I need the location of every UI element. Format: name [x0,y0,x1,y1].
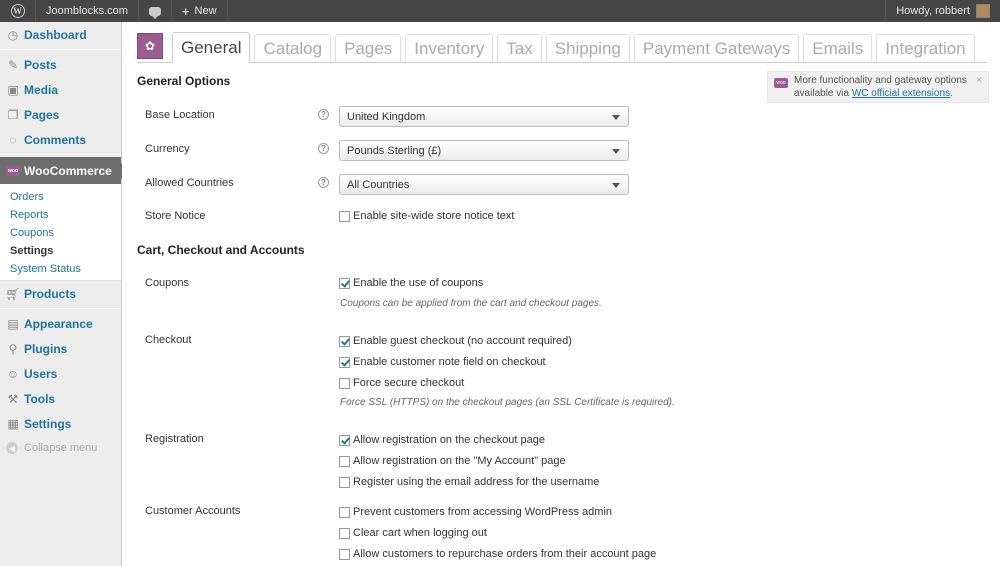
tab-inventory[interactable]: Inventory [405,34,493,62]
customer-accounts-label: Customer Accounts [145,505,241,517]
menu-users[interactable]: ☺ Users [6,366,58,381]
comments-icon: ◌ [9,132,17,147]
admin-sidebar [0,22,122,566]
collapse-arrow-icon: ◀ [6,442,18,454]
wordpress-logo-icon[interactable]: W [0,0,36,22]
site-name-link[interactable]: Joomblocks.com [36,0,139,22]
repurchase-orders-checkbox[interactable]: Allow customers to repurchase orders from their account page [339,548,656,560]
tab-tax[interactable]: Tax [497,34,541,62]
register-email-username-checkbox[interactable]: Register using the email address for the username [339,476,599,488]
menu-dashboard[interactable]: ◷ Dashboard [7,27,87,42]
coupons-label: Coupons [145,277,190,289]
chevron-down-icon [612,149,620,154]
registration-checkout-checkbox[interactable]: Allow registration on the checkout page [339,434,545,446]
extensions-notice: woo More functionality and gateway options available via WC official extensions. × [767,71,989,103]
menu-settings[interactable]: ▦ Settings [7,416,72,431]
tab-emails[interactable]: Emails [803,34,872,62]
woo-icon: woo [774,78,788,88]
chevron-down-icon [612,115,620,120]
plugin-icon: ⚲ [8,341,18,356]
allowed-countries-select[interactable]: All Countries [339,174,629,195]
tab-shipping[interactable]: Shipping [546,34,630,62]
force-secure-checkbox[interactable]: Force secure checkout [339,377,464,389]
cart-checkout-heading: Cart, Checkout and Accounts [137,243,305,257]
woocommerce-submenu [0,184,121,281]
pin-icon: ✎ [7,57,19,72]
media-icon: ▣ [7,82,19,97]
clear-cart-logout-checkbox[interactable]: Clear cart when logging out [339,527,487,539]
admin-bar [0,0,1000,22]
tab-pages[interactable]: Pages [335,34,401,62]
checkout-description: Force SSL (HTTPS) on the checkout pages (an SSL Certificate is required). [340,397,675,408]
submenu-orders[interactable]: Orders [10,191,44,203]
registration-my-account-checkbox[interactable]: Allow registration on the "My Account" page [339,455,566,467]
tab-catalog[interactable]: Catalog [254,34,331,62]
help-icon[interactable]: ? [318,109,329,120]
tab-payment-gateways[interactable]: Payment Gateways [634,34,799,62]
coupons-checkbox[interactable]: Enable the use of coupons [339,277,483,289]
avatar [976,4,990,18]
allowed-countries-label: Allowed Countries [145,177,234,189]
settings-icon: ▦ [7,416,19,431]
tab-general[interactable]: General [172,32,250,63]
comments-bubble-icon[interactable] [139,0,172,22]
tab-integration[interactable]: Integration [876,34,974,62]
currency-label: Currency [145,143,190,155]
checkout-label: Checkout [145,334,192,346]
dashboard-icon: ◷ [7,27,19,42]
cart-icon: 🛒︎ [5,286,21,301]
submenu-settings[interactable]: Settings [10,245,54,257]
submenu-coupons[interactable]: Coupons [10,227,55,239]
coupons-description: Coupons can be applied from the cart and checkout pages. [340,298,602,309]
store-notice-checkbox[interactable]: Enable site-wide store notice text [339,210,514,222]
menu-pages[interactable]: ❐ Pages [7,107,60,122]
guest-checkout-checkbox[interactable]: Enable guest checkout (no account required) [339,335,572,347]
new-label: New [194,5,217,17]
howdy-text: Howdy, robbert [896,5,970,17]
submenu-reports[interactable]: Reports [10,209,49,221]
woo-icon: woo [8,167,18,174]
pages-icon: ❐ [7,107,19,122]
extensions-link[interactable]: WC official extensions [851,88,951,99]
menu-media[interactable]: ▣ Media [7,82,59,97]
plus-icon: + [181,3,190,19]
currency-select[interactable]: Pounds Sterling (£) [339,140,629,161]
registration-label: Registration [145,433,204,445]
close-icon[interactable]: × [976,75,982,86]
menu-products[interactable]: 🛒︎ Products [5,286,77,301]
menu-tools[interactable]: ⚒ Tools [7,391,56,406]
menu-woocommerce[interactable]: woo WooCommerce [0,157,121,184]
tools-icon: ⚒ [7,391,19,406]
notice-text: More functionality and gateway options available via [794,75,967,99]
submenu-system-status[interactable]: System Status [10,263,81,275]
menu-posts[interactable]: ✎ Posts [7,57,57,72]
chevron-down-icon [612,183,620,188]
menu-appearance[interactable]: ▤ Appearance [7,316,93,331]
main-content [122,22,1000,566]
settings-tabs [137,32,987,63]
account-menu[interactable] [885,0,1000,22]
menu-plugins[interactable]: ⚲ Plugins [0,336,121,361]
new-content-button[interactable] [172,0,228,22]
help-icon[interactable]: ? [318,143,329,154]
collapse-menu-button[interactable]: ◀ Collapse menu [0,436,121,460]
users-icon: ☺ [6,366,20,381]
prevent-admin-access-checkbox[interactable]: Prevent customers from accessing WordPress admin [339,506,612,518]
menu-comments[interactable]: ◌ Comments [0,127,121,152]
woocommerce-settings-icon: ✿ [137,33,163,59]
customer-note-checkbox[interactable]: Enable customer note field on checkout [339,356,546,368]
base-location-label: Base Location [145,109,215,121]
base-location-select[interactable]: United Kingdom [339,106,629,127]
store-notice-label: Store Notice [145,210,206,222]
help-icon[interactable]: ? [318,177,329,188]
general-options-heading: General Options [137,74,231,88]
appearance-icon: ▤ [7,316,19,331]
